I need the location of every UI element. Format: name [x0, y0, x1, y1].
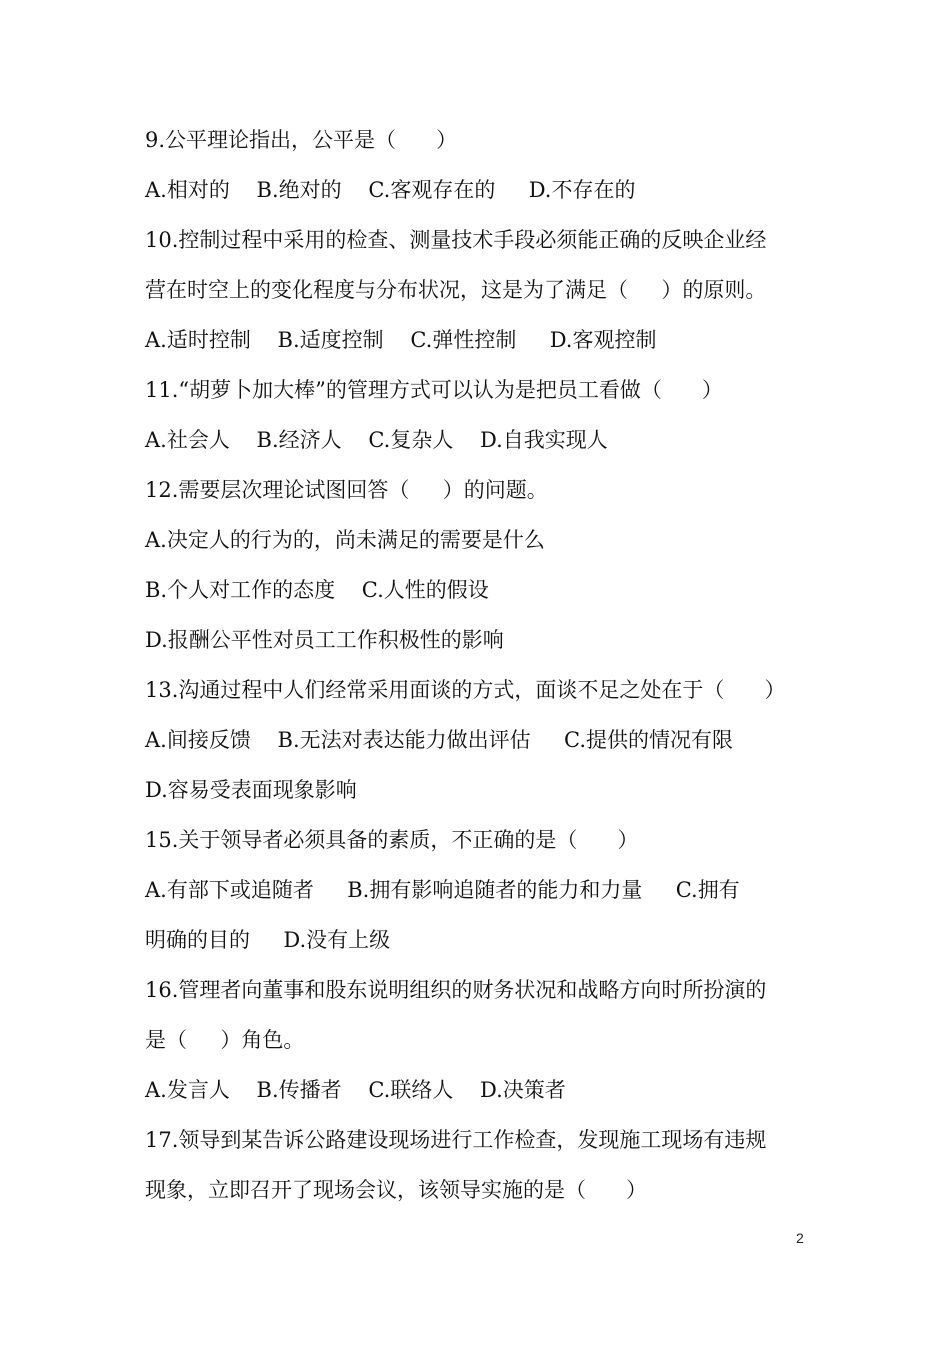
question-15-options-line-1: A.有部下或追随者 B.拥有影响追随者的能力和力量 C.拥有 [145, 878, 740, 902]
question-13-option-d: D.容易受表面现象影响 [145, 778, 357, 802]
page-number: 2 [796, 1230, 804, 1246]
question-10-options: A.适时控制 B.适度控制 C.弹性控制 D.客观控制 [145, 328, 657, 352]
question-16-stem-line-2: 是（ ）角色。 [145, 1028, 305, 1052]
question-16-stem-line-1: 16.管理者向董事和股东说明组织的财务状况和战略方向时所扮演的 [145, 978, 767, 1002]
question-11-options: A.社会人 B.经济人 C.复杂人 D.自我实现人 [145, 428, 608, 452]
question-12-options-b-c: B.个人对工作的态度 C.人性的假设 [145, 578, 489, 602]
question-15-stem: 15.关于领导者必须具备的素质，不正确的是（ ） [145, 828, 639, 852]
question-12-option-d: D.报酬公平性对员工工作积极性的影响 [145, 628, 504, 652]
question-11-stem: 11.“胡萝卜加大棒”的管理方式可以认为是把员工看做（ ） [145, 378, 723, 402]
question-16-options: A.发言人 B.传播者 C.联络人 D.决策者 [145, 1078, 566, 1102]
question-17-stem-line-2: 现象，立即召开了现场会议，该领导实施的是（ ） [145, 1178, 648, 1202]
question-17-stem-line-1: 17.领导到某告诉公路建设现场进行工作检查，发现施工现场有违规 [145, 1128, 767, 1152]
question-12-stem: 12.需要层次理论试图回答（ ）的问题。 [145, 478, 548, 502]
question-12-option-a: A.决定人的行为的，尚未满足的需要是什么 [145, 528, 545, 552]
question-10-stem-line-1: 10.控制过程中采用的检查、测量技术手段必须能正确的反映企业经 [145, 228, 767, 252]
question-13-options-a-c: A.间接反馈 B.无法对表达能力做出评估 C.提供的情况有限 [145, 728, 734, 752]
question-9-stem: 9.公平理论指出，公平是（ ） [145, 128, 458, 152]
question-10-stem-line-2: 营在时空上的变化程度与分布状况，这是为了满足（ ）的原则。 [145, 278, 767, 302]
question-15-options-line-2: 明确的目的 D.没有上级 [145, 928, 391, 952]
question-13-stem: 13.沟通过程中人们经常采用面谈的方式，面谈不足之处在于（ ） [145, 678, 786, 702]
question-9-options: A.相对的 B.绝对的 C.客观存在的 D.不存在的 [145, 178, 636, 202]
